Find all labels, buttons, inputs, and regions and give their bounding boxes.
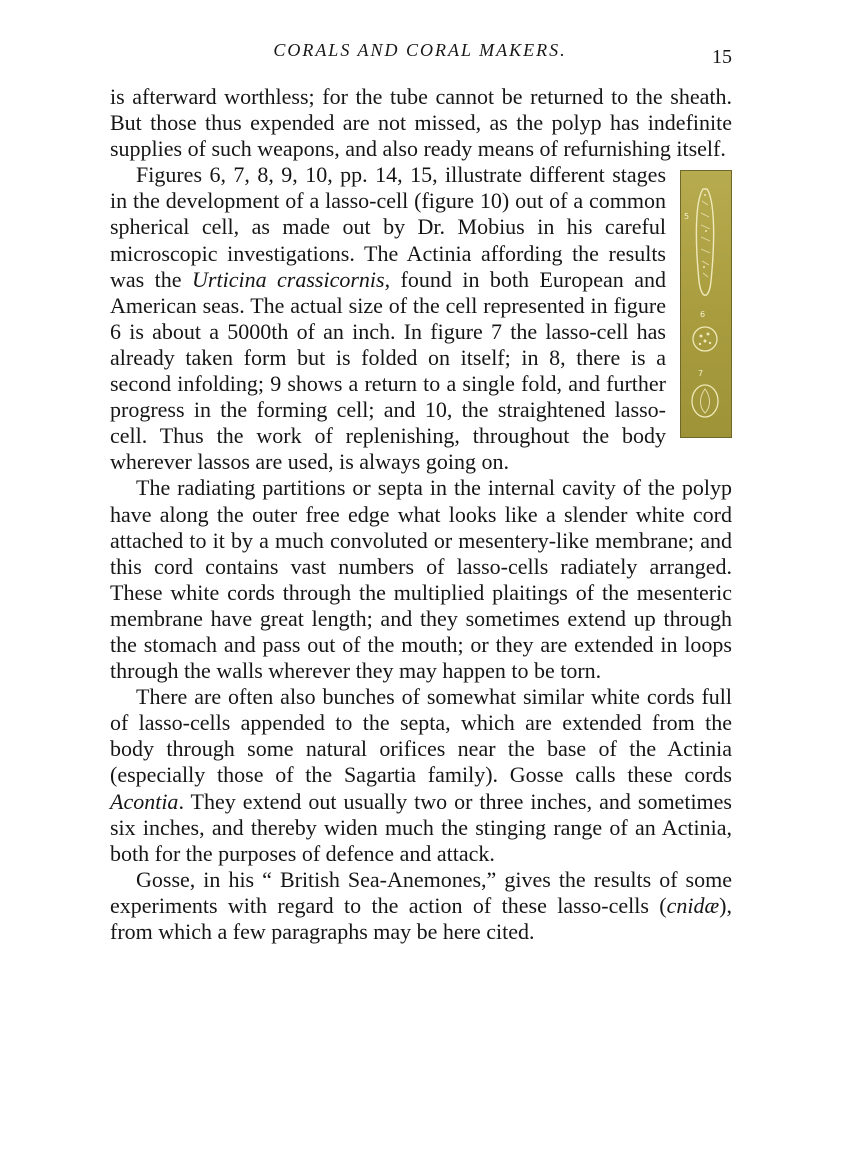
spherical-cell-outline xyxy=(693,327,717,351)
running-title: CORALS AND CORAL MAKERS. xyxy=(273,40,567,60)
page-header xyxy=(110,40,730,74)
text-run: . They extend out usually two or three inches, and sometimes six inches, and thereby widen much the stinging range of an Actinia, both for the purposes of defence and attack. xyxy=(110,788,732,866)
text-run: The radiating partitions or septa in the internal cavity of the polyp have along the outer free edge what looks like a slender white cord attached to it by a much convoluted or mesentery-like membrane; and this cord contains vast numbers of lasso-cells radiately arranged. These white cords through the multiplied plaitings of the mesenteric membrane have great length; and they sometimes extend up through the stomach and pass out of the mouth; or they are extended in loops through the walls wherever they may happen to be torn. xyxy=(110,475,732,684)
body-text xyxy=(110,84,732,945)
elongated-cell-outline xyxy=(696,189,713,295)
italic-term: cnidæ xyxy=(666,892,720,918)
lasso-cell-illustration xyxy=(681,171,731,437)
italic-term: Acontia xyxy=(110,788,179,814)
text-run: There are often also bunches of somewhat similar white cords full of lasso-cells appended to the septa, which are extended from the body through some natural orifices near the base of the Actinia (especially those of the Sagartia family). Gosse calls these cords xyxy=(110,684,732,788)
figure-label-6: 6 xyxy=(700,310,706,320)
paragraph-4 xyxy=(110,684,732,867)
paragraph-5 xyxy=(110,867,732,945)
text-run: Figures 6, 7, 8, 9, 10, pp. 14, 15, illustrate different stages in the development of a lasso-cell (figure 10) out of a common spherical cell, as made out by Dr. Mobius in his careful microscopic investigations. The Actinia affording the results was the xyxy=(110,162,666,292)
paragraph-3 xyxy=(110,475,732,684)
lasso-cell-figure-plate xyxy=(680,170,732,438)
figure-label-5: 5 xyxy=(684,212,690,222)
italic-term: Urticina crassicornis xyxy=(192,266,385,292)
text-run: ), from which a few paragraphs may be here cited. xyxy=(110,892,732,944)
cell-striations xyxy=(701,201,710,277)
page-number: 15 xyxy=(712,46,732,68)
figure-label-7: 7 xyxy=(698,369,704,379)
text-run: is afterward worthless; for the tube cannot be returned to the sheath. But those thus expended are not missed, as the polyp has indefinite supplies of such weapons, and also ready means of refurnishing itself. xyxy=(110,84,732,162)
paragraph-2 xyxy=(110,162,732,475)
text-run: , found in both European and American seas. The actual size of the cell represented in figure 6 is about a 5000th of an inch. In figure 7 the lasso-cell has already taken form but is folded on itself; in 8, there is a second infolding; 9 shows a return to a single fold, and further progress in the forming cell; and 10, the straightened lasso-cell. Thus the work of replenishing, throughout the body wherever lassos are used, is always going on. xyxy=(110,266,666,475)
text-run: Gosse, in his “ British Sea-Anemones,” gives the results of some experiments with regard to the action of these lasso-cells ( xyxy=(110,866,732,918)
folded-thread xyxy=(701,389,710,413)
paragraph-1 xyxy=(110,84,732,162)
